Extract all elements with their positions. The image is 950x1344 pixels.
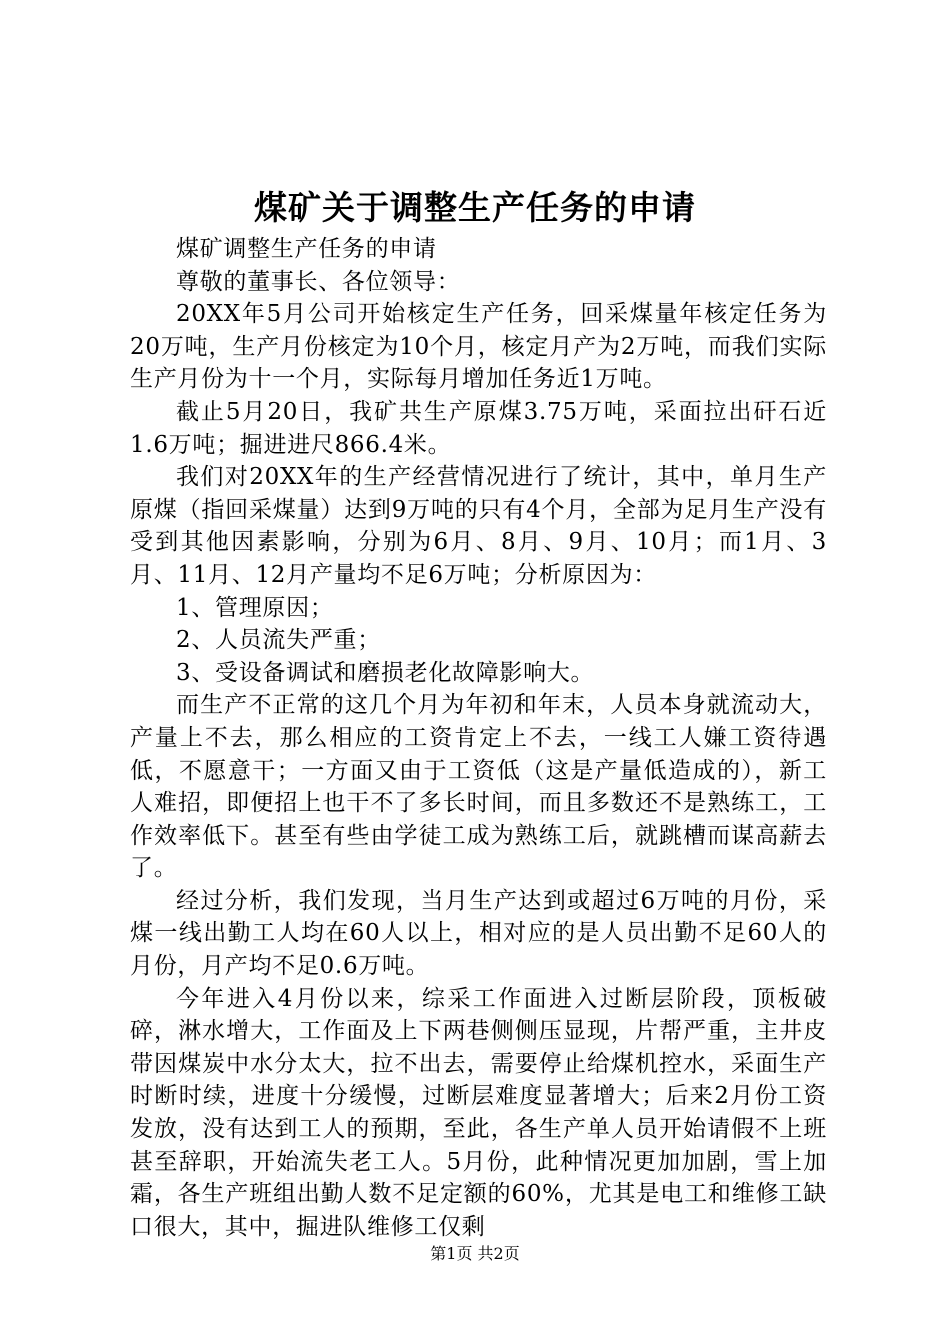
list-item: 1、管理原因； — [176, 594, 334, 621]
paragraph: 我们对20XX年的生产经营情况进行了统计，其中，单月生产原煤（指回采煤量）达到9万吨的只有4个月，全部为足月生产没有受到其他因素影响，分别为6月、8月、9月、10月；而1月、3月、11月、12月产量均不足6万吨；分析原因为： — [130, 464, 827, 588]
paragraph-salutation: 尊敬的董事长、各位领导： — [176, 268, 461, 295]
list-item: 3、受设备调试和磨损老化故障影响大。 — [176, 659, 595, 686]
list-item: 2、人员流失严重； — [176, 627, 381, 654]
paragraph-subtitle: 煤矿调整生产任务的申请 — [176, 236, 437, 262]
page-footer: 第1页 共2页 — [430, 1244, 520, 1263]
document-body — [130, 233, 827, 1243]
paragraph: 经过分析，我们发现，当月生产达到或超过6万吨的月份，采煤一线出勤工人均在60人以上，相对应的是人员出勤不足60人的月份，月产均不足0.6万吨。 — [130, 887, 827, 980]
paragraph: 今年进入4月份以来，综采工作面进入过断层阶段，顶板破碎，淋水增大，工作面及上下两巷侧侧压显现，片帮严重，主井皮带因煤炭中水分太大，拉不出去，需要停止给煤机控水，采面生产时断时续，进度十分缓慢，过断层难度显著增大；后来2月份工资发放，没有达到工人的预期，至此，各生产单人员开始请假不上班甚至辞职，开始流失老工人。5月份，此种情况更加加剧，雪上加霜，各生产班组出勤人数不足定额的60%，尤其是电工和维修工缺口很大，其中，掘进队维修工仅剩 — [130, 985, 827, 1240]
paragraph: 截止5月20日，我矿共生产原煤3.75万吨，采面拉出矸石近1.6万吨；掘进进尺866.4米。 — [130, 398, 827, 458]
paragraph: 20XX年5月公司开始核定生产任务，回采煤量年核定任务为20万吨，生产月份核定为10个月，核定月产为2万吨，而我们实际生产月份为十一个月，实际每月增加任务近1万吨。 — [130, 301, 827, 393]
paragraph: 而生产不正常的这几个月为年初和年末，人员本身就流动大，产量上不去，那么相应的工资肯定上不去，一线工人嫌工资待遇低，不愿意干；一方面又由于工资低（这是产量低造成的），新工人难招，即便招上也干不了多长时间，而且多数还不是熟练工，工作效率低下。甚至有些由学徒工成为熟练工后，就跳槽而谋高薪去了。 — [130, 692, 827, 882]
document-title: 煤矿关于调整生产任务的申请 — [254, 188, 696, 227]
